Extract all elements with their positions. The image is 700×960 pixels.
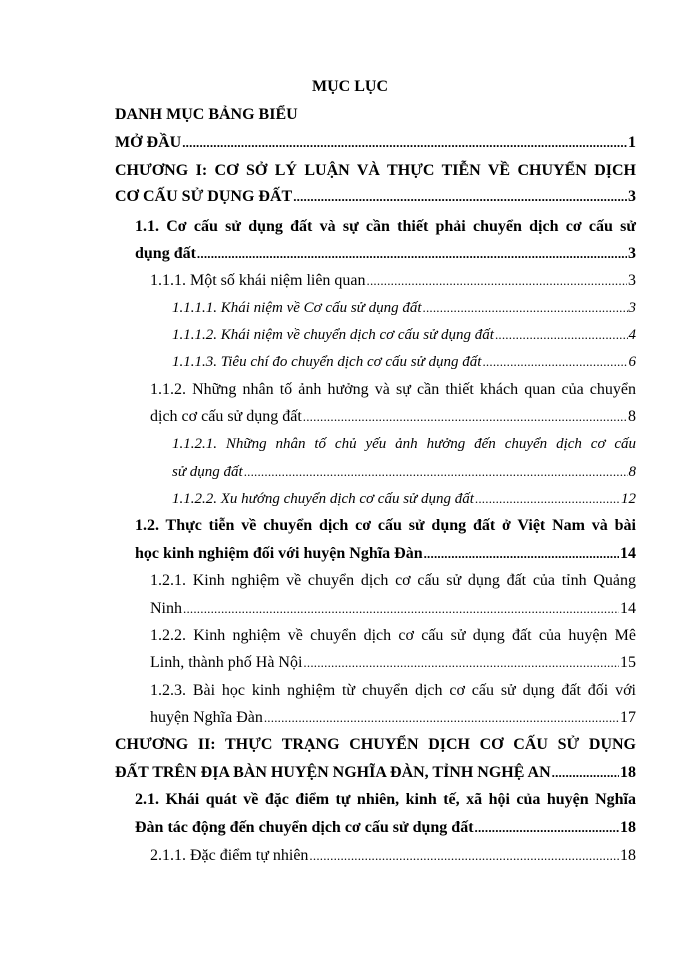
toc-entry-1-2-3-line2[interactable]: [150, 707, 636, 729]
toc-leader: [197, 243, 627, 265]
toc-entry-1-1-2-line2[interactable]: [150, 406, 636, 428]
toc-entry-label: Linh, thành phố Hà Nội: [150, 654, 303, 671]
toc-entry-label: DANH MỤC BẢNG BIỂU: [115, 106, 298, 123]
toc-entry-label: 1.2.2. Kinh nghiệm về chuyển dịch cơ cấu sử dụng đất của huyện Mê: [150, 627, 636, 644]
toc-leader: [244, 461, 628, 483]
toc-entry-label: 1.2. Thực tiễn về chuyển dịch cơ cấu sử dụng đất ở Việt Nam và bài: [135, 517, 636, 534]
toc-page-number: 15: [620, 654, 636, 671]
toc-entry-label: học kinh nghiệm đối với huyện Nghĩa Đàn: [135, 545, 423, 562]
toc-page-number: 1: [628, 134, 636, 151]
toc-entry-1-1-2-line1[interactable]: [150, 379, 636, 401]
toc-entry-ch2-line1[interactable]: [115, 734, 636, 756]
toc-entry-label: CƠ CẤU SỬ DỤNG ĐẤT: [115, 188, 293, 205]
toc-entry-label: ĐẤT TRÊN ĐỊA BÀN HUYỆN NGHĨA ĐÀN, TỈNH NGHỆ AN: [115, 764, 551, 781]
toc-entry-label: 1.1.2.1. Những nhân tố chủ yếu ảnh hưởng đến chuyển dịch cơ cấu: [172, 436, 636, 452]
toc-entry-1-1-1-1[interactable]: [172, 297, 636, 319]
toc-leader: [475, 817, 619, 839]
toc-leader: [482, 351, 627, 373]
toc-entry-1-1-1[interactable]: [150, 270, 636, 292]
toc-entry-1-2-2-line1[interactable]: [150, 625, 636, 647]
toc-entry-label: dụng đất: [135, 245, 196, 262]
toc-leader: [367, 270, 627, 292]
toc-entry-1-1-2-1-line1[interactable]: [172, 433, 636, 455]
toc-entry-1-2-1-line2[interactable]: [150, 598, 636, 620]
toc-leader: [183, 598, 619, 620]
toc-entry-label: 1.1.1.2. Khái niệm về chuyển dịch cơ cấu sử dụng đất: [172, 327, 494, 343]
toc-entry-label: 1.1.1.3. Tiêu chí đo chuyển dịch cơ cấu sử dụng đất: [172, 354, 482, 370]
toc-leader: [552, 762, 619, 784]
toc-page-number: 3: [628, 245, 636, 262]
toc-entry-label: Đàn tác động đến chuyển dịch cơ cấu sử dụng đất: [135, 819, 474, 836]
toc-entry-label: Ninh: [150, 600, 182, 617]
toc-entry-ch1-line1[interactable]: [115, 160, 636, 182]
toc-entry-1-2-2-line2[interactable]: [150, 652, 636, 674]
toc-entry-label: 1.2.3. Bài học kinh nghiệm từ chuyển dịch cơ cấu sử dụng đất đối với: [150, 682, 636, 699]
toc-page-number: 14: [620, 545, 636, 562]
toc-page-number: 18: [620, 847, 636, 864]
toc-leader: [475, 488, 620, 510]
toc-entry-label: CHƯƠNG I: CƠ SỞ LÝ LUẬN VÀ THỰC TIỄN VỀ CHUYỂN DỊCH: [115, 162, 636, 179]
toc-leader: [424, 543, 619, 565]
toc-page-number: 8: [628, 464, 636, 480]
toc-entry-1-2-1-line1[interactable]: [150, 570, 636, 592]
toc-entry-2-1-line2[interactable]: [135, 817, 636, 839]
toc-entry-danh-muc[interactable]: [115, 104, 298, 126]
toc-entry-label: dịch cơ cấu sử dụng đất: [150, 408, 302, 425]
toc-entry-label: sử dụng đất: [172, 464, 243, 480]
toc-entry-label: 1.1.1.1. Khái niệm về Cơ cấu sử dụng đất: [172, 300, 422, 316]
toc-page-number: 12: [621, 491, 636, 507]
toc-leader: [293, 186, 627, 208]
toc-entry-1-2-3-line1[interactable]: [150, 680, 636, 702]
toc-entry-label: 1.1.2. Những nhân tố ảnh hưởng và sự cần thiết khách quan của chuyển: [150, 381, 636, 398]
toc-entry-1-2-line2[interactable]: [135, 543, 636, 565]
toc-entry-label: 2.1. Khái quát về đặc điểm tự nhiên, kinh tế, xã hội của huyện Nghĩa: [135, 791, 636, 808]
toc-entry-1-1-2-2[interactable]: [172, 488, 636, 510]
toc-entry-1-1-line1[interactable]: [135, 216, 636, 238]
toc-leader: [264, 707, 619, 729]
toc-leader: [182, 132, 627, 154]
toc-entry-1-1-1-2[interactable]: [172, 324, 636, 346]
toc-page-number: 6: [628, 354, 636, 370]
toc-entry-label: 1.2.1. Kinh nghiệm về chuyển dịch cơ cấu sử dụng đất của tỉnh Quảng: [150, 572, 636, 589]
toc-entry-ch2-line2[interactable]: [115, 762, 636, 784]
toc-entry-mo-dau[interactable]: [115, 132, 636, 154]
toc-page-number: 8: [628, 408, 636, 425]
toc-entry-label: MỞ ĐẦU: [115, 134, 182, 151]
toc-entry-label: huyện Nghĩa Đàn: [150, 709, 263, 726]
toc-page-number: 14: [620, 600, 636, 617]
page-title: MỤC LỤC: [312, 78, 388, 95]
toc-leader: [495, 324, 628, 346]
toc-entry-label: 1.1. Cơ cấu sử dụng đất và sự cần thiết phải chuyển dịch cơ cấu sử: [135, 218, 636, 235]
toc-page-number: 3: [628, 188, 636, 205]
toc-entry-1-1-1-3[interactable]: [172, 351, 636, 373]
toc-entry-label: 1.1.2.2. Xu hướng chuyển dịch cơ cấu sử dụng đất: [172, 491, 474, 507]
toc-leader: [303, 652, 619, 674]
toc-page-number: 3: [628, 300, 636, 316]
toc-page-number: 17: [620, 709, 636, 726]
toc-entry-label: 2.1.1. Đặc điểm tự nhiên: [150, 847, 309, 864]
toc-leader: [423, 297, 628, 319]
toc-page-number: 18: [620, 819, 636, 836]
toc-leader: [309, 845, 619, 867]
toc-entry-1-1-2-1-line2[interactable]: [172, 461, 636, 483]
toc-entry-label: CHƯƠNG II: THỰC TRẠNG CHUYỂN DỊCH CƠ CẤU SỬ DỤNG: [115, 736, 636, 753]
toc-leader: [303, 406, 627, 428]
toc-page-number: 3: [628, 272, 636, 289]
toc-entry-label: 1.1.1. Một số khái niệm liên quan: [150, 272, 366, 289]
toc-page-number: 4: [628, 327, 636, 343]
toc-entry-ch1-line2[interactable]: [115, 186, 636, 208]
toc-entry-2-1-line1[interactable]: [135, 789, 636, 811]
toc-entry-1-2-line1[interactable]: [135, 515, 636, 537]
toc-page-number: 18: [620, 764, 636, 781]
toc-entry-1-1-line2[interactable]: [135, 243, 636, 265]
toc-entry-2-1-1[interactable]: [150, 845, 636, 867]
